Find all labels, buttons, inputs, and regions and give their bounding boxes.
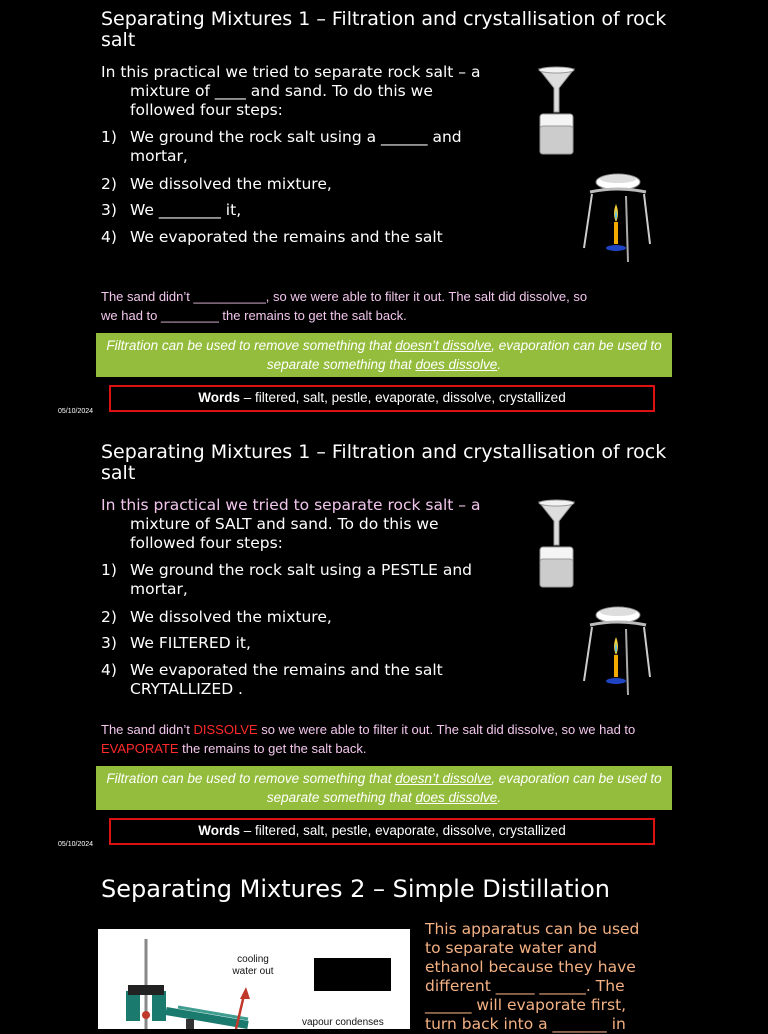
step-number: 4)	[101, 228, 117, 246]
orange-line-3: ethanol because they have	[425, 958, 636, 976]
step-number: 2)	[101, 608, 117, 626]
slide1-fill-text	[101, 287, 661, 325]
slide1-intro	[101, 63, 521, 120]
step-number: 2)	[101, 175, 117, 193]
step-number: 1)	[101, 128, 117, 146]
vapour-condenses-label: vapour condenses	[302, 1017, 384, 1028]
orange-line-5: ______ will evaporate first,	[425, 996, 627, 1014]
step-number: 1)	[101, 561, 117, 579]
slide3-title: Separating Mixtures 2 – Simple Distillation	[101, 875, 610, 903]
orange-line-2: to separate water and	[425, 939, 598, 957]
green-text-2: , evaporation can be used to separate something that	[266, 771, 662, 805]
step-text: We evaporated the remains and the salt	[130, 228, 443, 246]
orange-line-4: different _____ ______. The	[425, 977, 625, 995]
green-underline-1: doesn’t dissolve	[395, 338, 492, 353]
slide1-intro-line3: followed four steps:	[130, 101, 283, 119]
slide2-intro-line1: In this practical we tried to separate rock salt – a	[101, 496, 481, 514]
slide1-intro-line2: mixture of ____ and sand. To do this we	[130, 82, 433, 100]
green-text-1: Filtration can be used to remove something that	[106, 771, 396, 786]
pink-text-c: the remains to get the salt back.	[178, 741, 367, 756]
slide2-step-1	[101, 561, 501, 599]
distillation-apparatus-icon	[98, 929, 410, 1029]
green-text-1: Filtration can be used to remove something that	[106, 338, 396, 353]
step-text: We FILTERED it,	[130, 634, 251, 652]
step-text: We evaporated the remains and the salt CRYTALLIZED .	[130, 661, 443, 698]
step-number: 3)	[101, 201, 117, 219]
slide1-date: 05/10/2024	[58, 408, 94, 415]
words-label: Words	[198, 823, 241, 838]
words-list: – filtered, salt, pestle, evaporate, dissolve, crystallized	[240, 823, 566, 838]
slide2-intro-line3: followed four steps:	[130, 534, 283, 552]
slide2-title: Separating Mixtures 1 – Filtration and crystallisation of rock salt	[101, 441, 667, 484]
slide1-pink-line2: we had to ________ the remains to get the salt back.	[101, 308, 407, 323]
slide2-step-4	[101, 661, 501, 699]
tripod-burner-icon	[580, 170, 652, 264]
slide1-intro-line1: In this practical we tried to separate rock salt – a	[101, 63, 481, 81]
slide1-title: Separating Mixtures 1 – Filtration and crystallisation of rock salt	[101, 8, 667, 51]
slide1-green-box	[96, 333, 672, 377]
slide1-word-bank	[109, 385, 655, 412]
slide1-step-3	[101, 201, 501, 220]
step-text: We ground the rock salt using a PESTLE and mortar,	[130, 561, 473, 598]
green-text-3: .	[497, 357, 502, 372]
pink-text-a: The sand didn’t	[101, 722, 194, 737]
green-underline-2: does dissolve	[415, 790, 498, 805]
cooling-water-label	[223, 954, 283, 978]
words-label: Words	[198, 390, 241, 405]
green-underline-1: doesn’t dissolve	[395, 771, 492, 786]
orange-line-6: turn back into a _______ in	[425, 1015, 626, 1033]
slide2-intro-line2: mixture of SALT and sand. To do this we	[130, 515, 439, 533]
slide2-step-2	[101, 608, 501, 627]
slide2-step-3	[101, 634, 501, 653]
slide2-word-bank	[109, 818, 655, 845]
green-underline-2: does dissolve	[415, 357, 498, 372]
slide2-answer-text	[101, 720, 661, 758]
tripod-burner-icon	[580, 603, 652, 697]
slide2-date: 05/10/2024	[58, 841, 94, 848]
step-number: 3)	[101, 634, 117, 652]
step-text: We ground the rock salt using a ______ and mortar,	[130, 128, 462, 165]
slide1-step-2	[101, 175, 501, 194]
funnel-beaker-icon	[536, 499, 578, 591]
slide1-step-4	[101, 228, 521, 247]
water-out-label: water out	[232, 966, 274, 977]
slide2-green-box	[96, 766, 672, 810]
green-text-2: , evaporation can be used to separate something that	[266, 338, 662, 372]
orange-line-1: This apparatus can be used	[425, 920, 640, 938]
cooling-label: cooling	[237, 954, 269, 965]
slide3-question-text	[425, 920, 665, 1034]
slide2-intro	[101, 496, 521, 553]
step-number: 4)	[101, 661, 117, 679]
slide1-pink-line1: The sand didn’t __________, so we were able to filter it out. The salt did dissolve, so	[101, 289, 588, 304]
words-list: – filtered, salt, pestle, evaporate, dissolve, crystallized	[240, 390, 566, 405]
step-text: We dissolved the mixture,	[130, 608, 332, 626]
answer-evaporate: EVAPORATE	[101, 741, 179, 756]
funnel-beaker-icon	[536, 66, 578, 158]
green-text-3: .	[497, 790, 502, 805]
distillation-diagram	[98, 929, 410, 1029]
pink-text-b: so we were able to filter it out. The salt did dissolve, so we had to	[257, 722, 636, 737]
step-text: We dissolved the mixture,	[130, 175, 332, 193]
slide1-step-1	[101, 128, 501, 166]
step-text: We ________ it,	[130, 201, 242, 219]
answer-dissolve: DISSOLVE	[193, 722, 258, 737]
